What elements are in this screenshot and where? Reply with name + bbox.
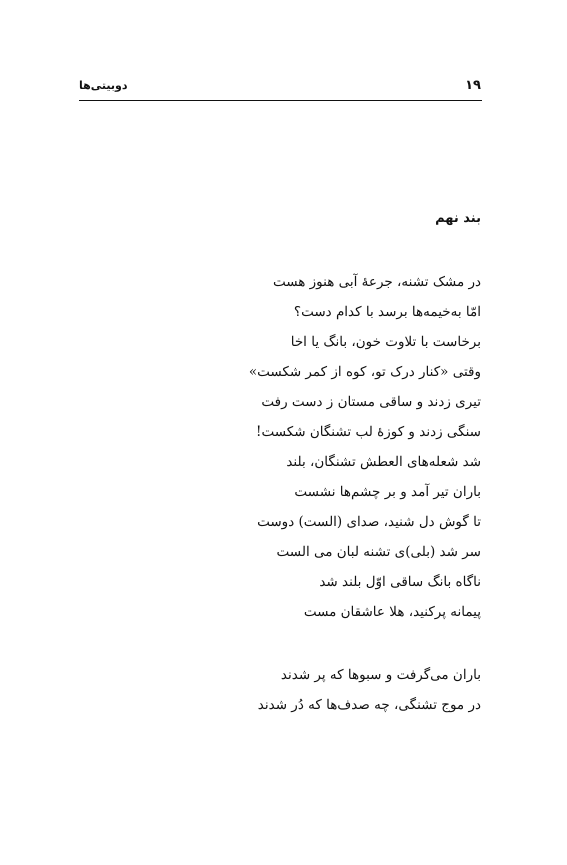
verse-line: در موج تشنگی، چه صدف‌ها که دُر شدند <box>257 697 481 713</box>
verse-line: سنگی زدند و کوزهٔ لب تشنگان شکست! <box>256 424 481 440</box>
page-header <box>79 76 481 98</box>
verse-line: امّا به‌خیمه‌ها برسد با کدام دست؟ <box>293 304 481 320</box>
verse-line: پیمانه پرکنید، هلا عاشقان مست <box>303 604 481 620</box>
verse-line: باران می‌گرفت و سبوها که پر شدند <box>280 667 481 683</box>
verse-line: شد شعله‌های العطش تشنگان، بلند <box>286 454 481 470</box>
verse-line: در مشک تشنه، جرعهٔ آبی هنوز هست <box>272 274 481 290</box>
stanza-1 <box>249 267 481 627</box>
stanza-2 <box>258 660 481 720</box>
section-title: بند نهم <box>435 211 481 226</box>
verse-line: باران تیر آمد و بر چشم‌ها نشست <box>294 484 481 500</box>
verse-line: وقتی «کنار درک تو، کوه از کمر شکست» <box>248 364 481 380</box>
header-rule <box>79 100 482 101</box>
page-number: ۱۹ <box>465 78 481 93</box>
verse-line: تیری زدند و ساقی مستان ز دست رفت <box>261 394 481 410</box>
verse-line: برخاست با تلاوت خون، بانگ یا اخا <box>290 334 481 350</box>
running-title: دوبیتی‌ها <box>79 79 128 92</box>
verse-line: تا گوش دل شنید، صدای (الست) دوست <box>257 514 481 530</box>
verse-line: سر شد (بلی)ی تشنه لبان می الست <box>276 544 481 560</box>
verse-line: ناگاه بانگ ساقی اوّل بلند شد <box>319 574 481 590</box>
